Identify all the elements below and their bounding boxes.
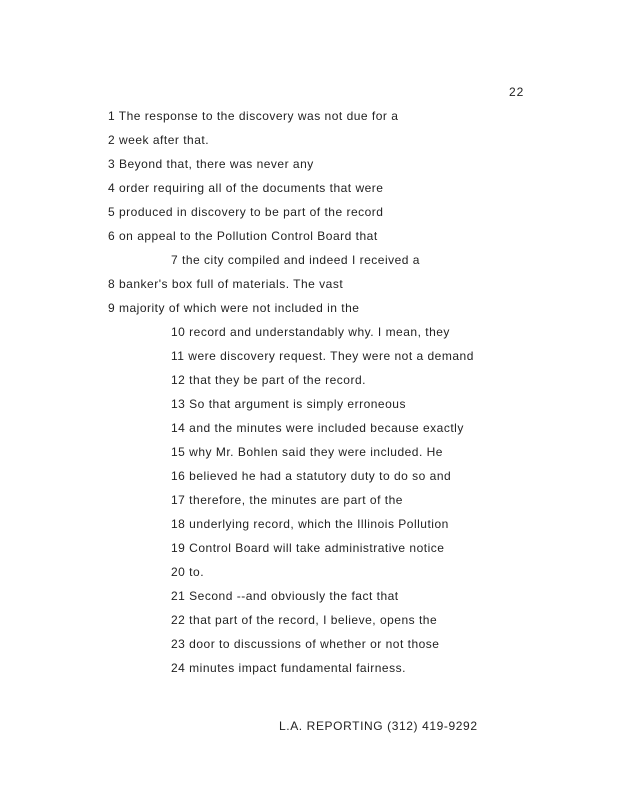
transcript-line-10: 10 record and understandably why. I mean, they	[171, 325, 450, 339]
transcript-line-9: 9 majority of which were not included in the	[108, 301, 360, 315]
transcript-line-20: 20 to.	[171, 565, 205, 579]
transcript-line-16: 16 believed he had a statutory duty to do so and	[171, 469, 452, 483]
transcript-line-3: 3 Beyond that, there was never any	[108, 157, 314, 171]
page-number: 22	[509, 85, 525, 99]
transcript-line-22: 22 that part of the record, I believe, opens the	[171, 613, 438, 627]
transcript-line-14: 14 and the minutes were included because exactly	[171, 421, 464, 435]
transcript-line-5: 5 produced in discovery to be part of the record	[108, 205, 384, 219]
transcript-line-6: 6 on appeal to the Pollution Control Board that	[108, 229, 378, 243]
transcript-line-17: 17 therefore, the minutes are part of the	[171, 493, 403, 507]
transcript-line-15: 15 why Mr. Bohlen said they were included. He	[171, 445, 443, 459]
transcript-line-21: 21 Second --and obviously the fact that	[171, 589, 399, 603]
transcript-line-11: 11 were discovery request. They were not a demand	[171, 349, 474, 363]
transcript-line-23: 23 door to discussions of whether or not those	[171, 637, 440, 651]
transcript-line-7: 7 the city compiled and indeed I received a	[171, 253, 420, 267]
transcript-line-18: 18 underlying record, which the Illinois Pollution	[171, 517, 449, 531]
reporter-footer: L.A. REPORTING (312) 419-9292	[279, 719, 478, 733]
transcript-line-8: 8 banker's box full of materials. The vast	[108, 277, 344, 291]
transcript-line-19: 19 Control Board will take administrative notice	[171, 541, 445, 555]
transcript-line-4: 4 order requiring all of the documents that were	[108, 181, 384, 195]
transcript-line-12: 12 that they be part of the record.	[171, 373, 366, 387]
transcript-line-2: 2 week after that.	[108, 133, 210, 147]
transcript-line-1: 1 The response to the discovery was not due for a	[108, 109, 399, 123]
transcript-line-13: 13 So that argument is simply erroneous	[171, 397, 406, 411]
transcript-line-24: 24 minutes impact fundamental fairness.	[171, 661, 406, 675]
